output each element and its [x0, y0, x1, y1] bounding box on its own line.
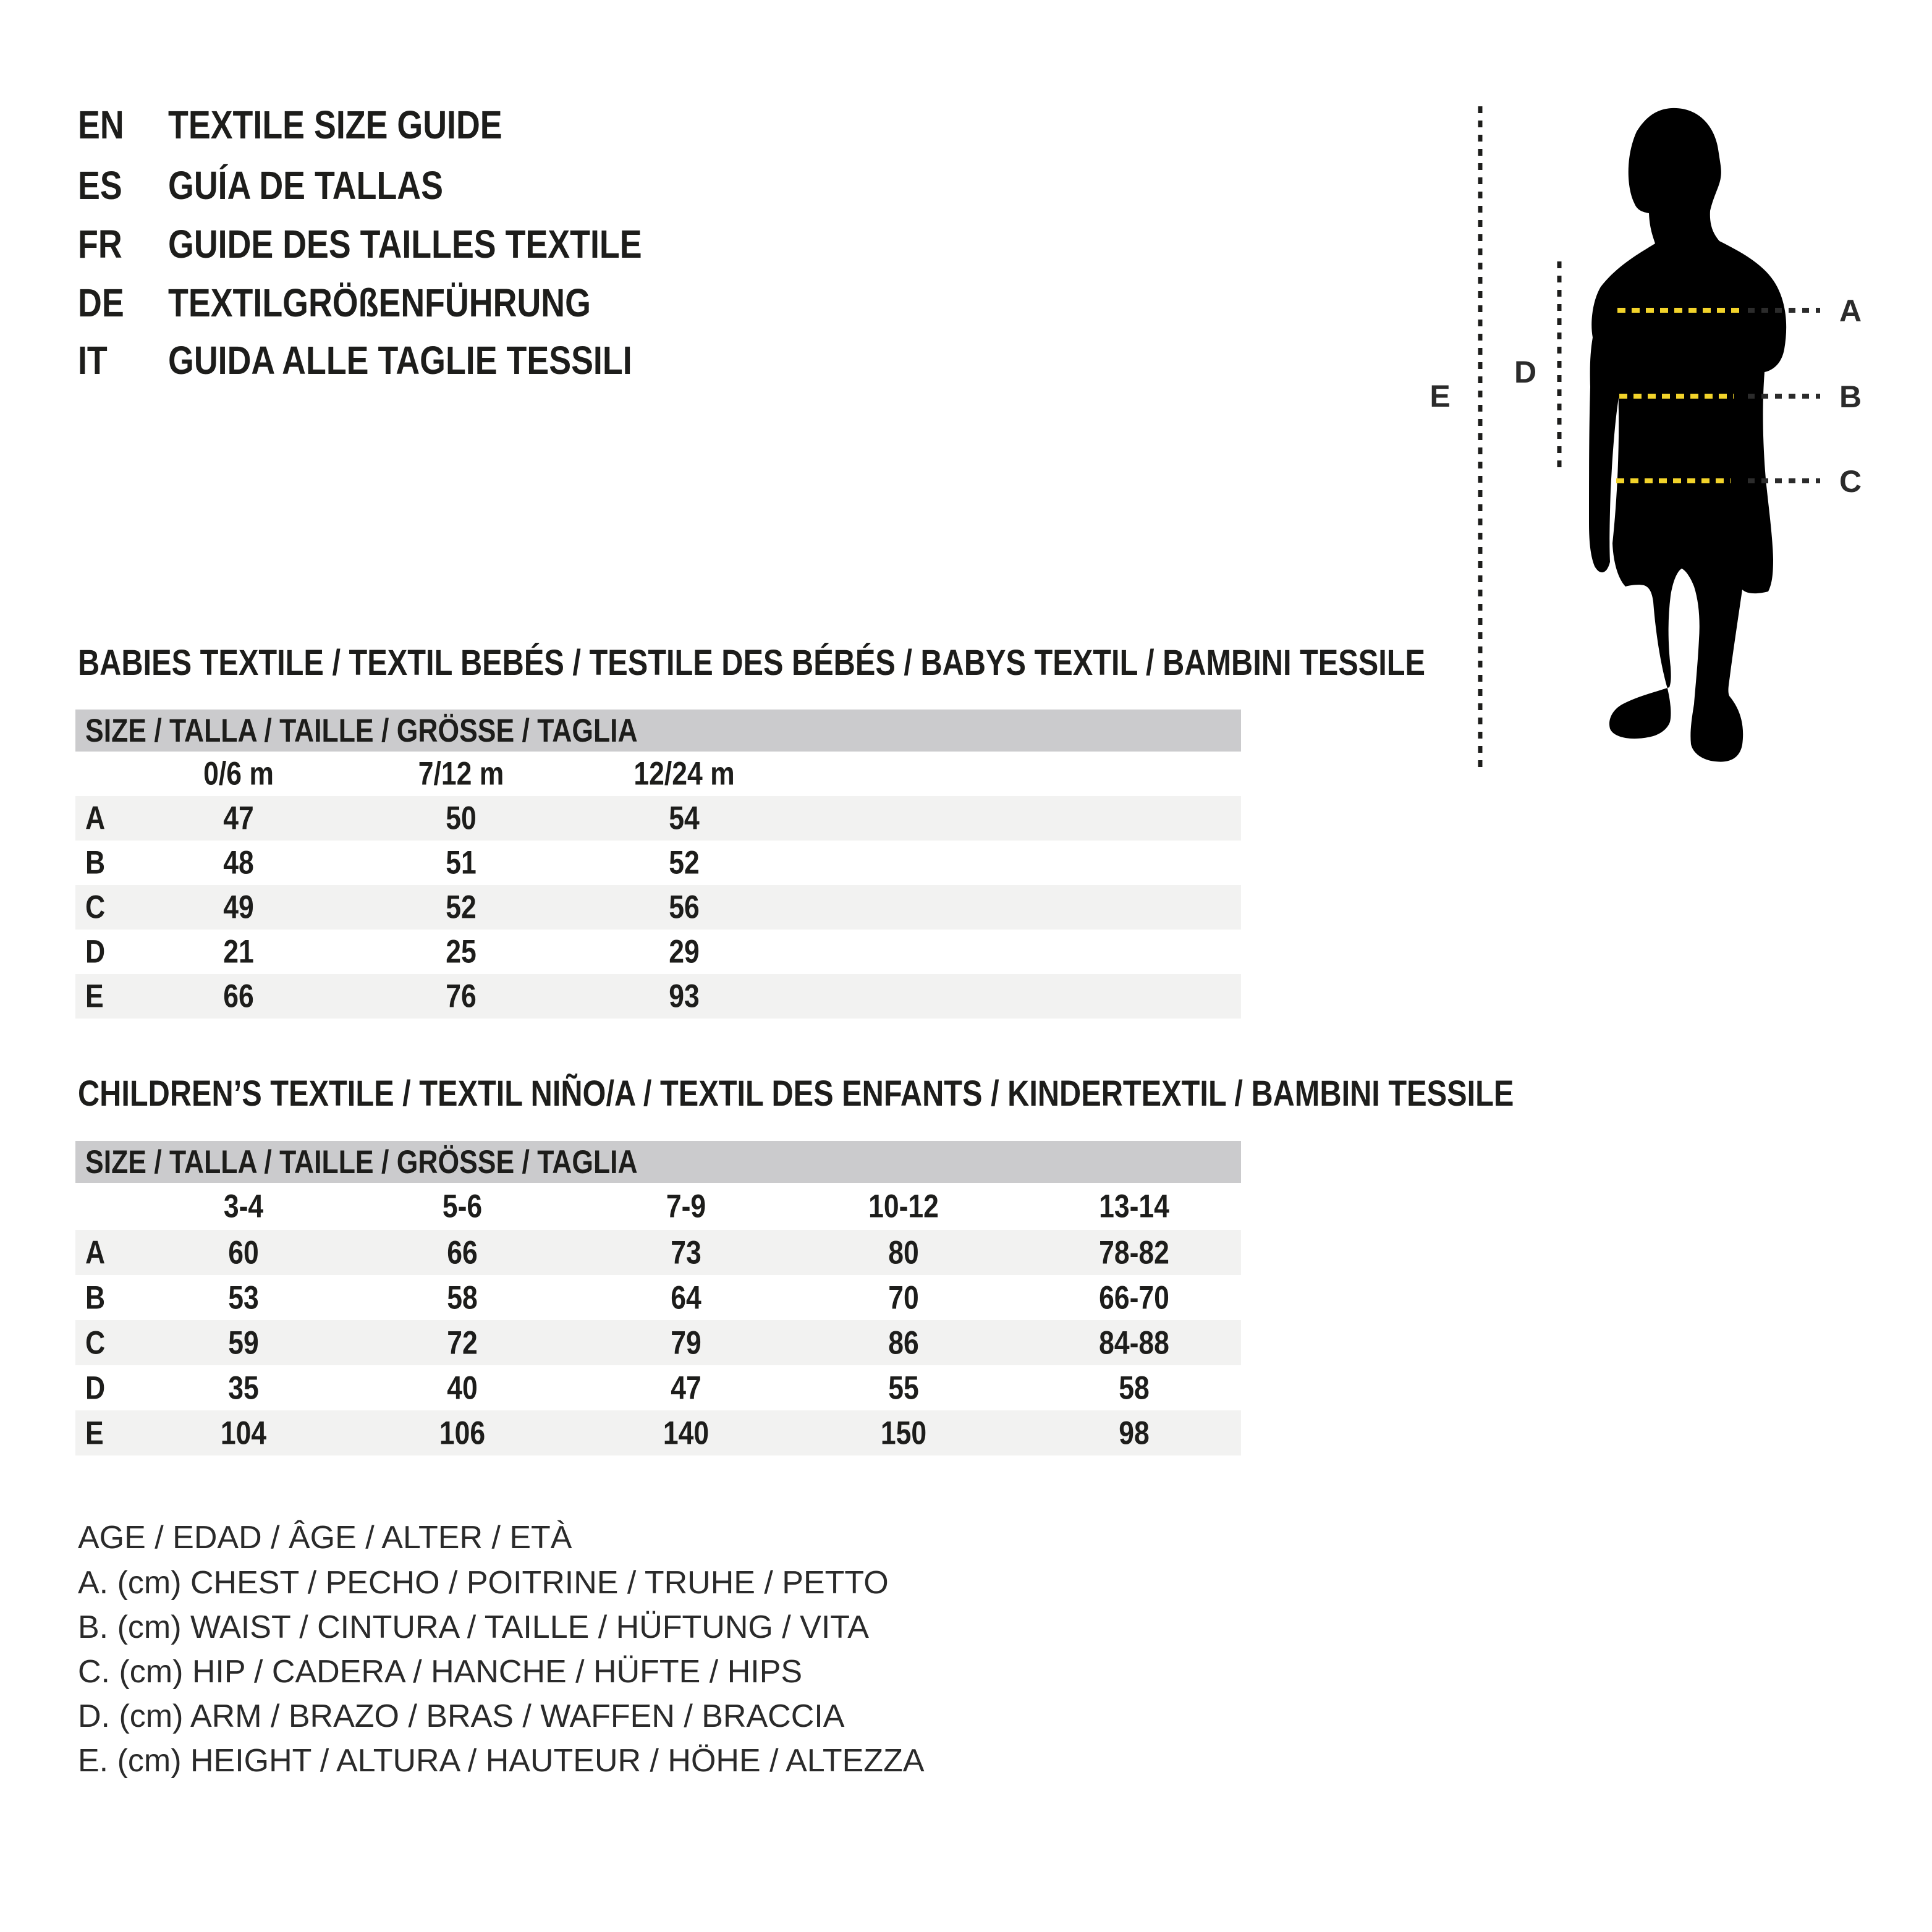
- row-label: B: [85, 844, 106, 881]
- cell: 52: [669, 844, 700, 881]
- table-row: [75, 1275, 1241, 1320]
- lang-code-es: ES: [78, 163, 122, 208]
- babies-section-heading-text: BABIES TEXTILE / TEXTIL BEBÉS / TESTILE DES BÉBÉS / BABYS TEXTIL / BAMBINI TESSILE: [78, 643, 1426, 683]
- lang-code-en: EN: [78, 103, 124, 147]
- row-label: C: [85, 1324, 106, 1361]
- table-row: [75, 974, 1241, 1019]
- cell: 104: [220, 1415, 267, 1451]
- measure-label-d: D: [1514, 355, 1537, 389]
- legend-hip-text: C. (cm) HIP / CADERA / HANCHE / HÜFTE / HIPS: [78, 1654, 803, 1690]
- cell: 59: [228, 1324, 259, 1361]
- children-section-heading-text: CHILDREN’S TEXTILE / TEXTIL NIÑO/A / TEXTIL DES ENFANTS / KINDERTEXTIL / BAMBINI TESSILE: [78, 1074, 1514, 1114]
- children-col-5-6: 5-6: [442, 1188, 483, 1225]
- babies-size-header-text: SIZE / TALLA / TAILLE / GRÖSSE / TAGLIA: [85, 712, 638, 749]
- babies-col-12-24m: 12/24 m: [633, 755, 735, 792]
- cell: 58: [1119, 1370, 1150, 1406]
- lang-title-fr: GUIDE DES TAILLES TEXTILE: [168, 222, 642, 266]
- measure-label-e: E: [1430, 379, 1451, 413]
- table-row: [75, 1410, 1241, 1455]
- cell: 70: [888, 1279, 919, 1316]
- cell: 150: [880, 1415, 927, 1451]
- row-label: A: [85, 1234, 106, 1271]
- cell: 56: [669, 889, 700, 926]
- babies-col-0-6m: 0/6 m: [203, 755, 274, 792]
- cell: 51: [446, 844, 477, 881]
- cell: 72: [447, 1324, 478, 1361]
- cell: 86: [888, 1324, 919, 1361]
- row-label: E: [85, 978, 104, 1015]
- cell: 60: [228, 1234, 259, 1271]
- legend-chest: [78, 1561, 889, 1605]
- babies-section-heading: [78, 643, 1682, 683]
- lang-title-de: TEXTILGRÖßENFÜHRUNG: [168, 281, 591, 325]
- cell: 58: [447, 1279, 478, 1316]
- measure-label-c: C: [1839, 464, 1862, 499]
- cell: 66-70: [1099, 1279, 1169, 1316]
- cell: 54: [669, 800, 700, 837]
- babies-column-header-row: [75, 752, 1241, 796]
- children-size-header-text: SIZE / TALLA / TAILLE / GRÖSSE / TAGLIA: [85, 1143, 638, 1180]
- lang-code-de: DE: [78, 281, 124, 325]
- lang-code-it: IT: [78, 338, 108, 383]
- lang-code-fr: FR: [78, 222, 122, 266]
- measure-label-a: A: [1839, 294, 1862, 328]
- cell: 50: [446, 800, 477, 837]
- legend-age-text: AGE / EDAD / ÂGE / ALTER / ETÀ: [78, 1520, 572, 1556]
- row-label: D: [85, 1370, 106, 1406]
- cell: 52: [446, 889, 477, 926]
- babies-col-7-12m: 7/12 m: [418, 755, 504, 792]
- table-row: [75, 1365, 1241, 1410]
- cell: 98: [1119, 1415, 1150, 1451]
- lang-title-it: GUIDA ALLE TAGLIE TESSILI: [168, 338, 632, 383]
- table-row: [75, 1230, 1241, 1275]
- children-column-header-row: [75, 1183, 1241, 1230]
- row-label: D: [85, 933, 106, 970]
- row-label: C: [85, 889, 106, 926]
- babies-size-header-band: [75, 710, 1241, 752]
- children-col-10-12: 10-12: [868, 1188, 939, 1225]
- table-row: [75, 841, 1241, 885]
- cell: 47: [223, 800, 254, 837]
- legend-height: [78, 1739, 925, 1783]
- cell: 78-82: [1099, 1234, 1169, 1271]
- cell: 47: [671, 1370, 701, 1406]
- cell: 79: [671, 1324, 701, 1361]
- table-row: [75, 1320, 1241, 1365]
- children-col-7-9: 7-9: [666, 1188, 706, 1225]
- table-row: [75, 930, 1241, 974]
- row-label: A: [85, 800, 106, 837]
- legend-waist: [78, 1605, 869, 1650]
- cell: 66: [223, 978, 254, 1015]
- cell: 106: [439, 1415, 486, 1451]
- cell: 53: [228, 1279, 259, 1316]
- legend-waist-text: B. (cm) WAIST / CINTURA / TAILLE / HÜFTUNG / VITA: [78, 1609, 869, 1645]
- babies-size-table: [75, 710, 1241, 1019]
- cell: 55: [888, 1370, 919, 1406]
- cell: 29: [669, 933, 700, 970]
- lang-title-es: GUÍA DE TALLAS: [168, 163, 443, 208]
- cell: 140: [663, 1415, 710, 1451]
- children-size-header-band: [75, 1141, 1241, 1183]
- row-label: E: [85, 1415, 104, 1451]
- legend-arm-text: D. (cm) ARM / BRAZO / BRAS / WAFFEN / BRACCIA: [78, 1698, 845, 1734]
- cell: 25: [446, 933, 477, 970]
- cell: 35: [228, 1370, 259, 1406]
- children-section-heading: [78, 1074, 1787, 1114]
- legend-height-text: E. (cm) HEIGHT / ALTURA / HAUTEUR / HÖHE / ALTEZZA: [78, 1743, 925, 1779]
- children-col-3-4: 3-4: [223, 1188, 264, 1225]
- row-label: B: [85, 1279, 106, 1316]
- cell: 84-88: [1099, 1324, 1169, 1361]
- legend-hip: [78, 1650, 802, 1694]
- legend-arm: [78, 1694, 844, 1739]
- cell: 64: [671, 1279, 701, 1316]
- cell: 93: [669, 978, 700, 1015]
- cell: 48: [223, 844, 254, 881]
- lang-title-en: TEXTILE SIZE GUIDE: [168, 103, 502, 147]
- legend-chest-text: A. (cm) CHEST / PECHO / POITRINE / TRUHE / PETTO: [78, 1565, 889, 1601]
- table-row: [75, 796, 1241, 841]
- table-row: [75, 885, 1241, 930]
- cell: 40: [447, 1370, 478, 1406]
- cell: 66: [447, 1234, 478, 1271]
- cell: 21: [223, 933, 254, 970]
- children-col-13-14: 13-14: [1099, 1188, 1169, 1225]
- legend-age: [78, 1515, 572, 1560]
- cell: 80: [888, 1234, 919, 1271]
- children-size-table: [75, 1141, 1241, 1455]
- cell: 76: [446, 978, 477, 1015]
- measure-label-b: B: [1839, 379, 1862, 414]
- cell: 49: [223, 889, 254, 926]
- cell: 73: [671, 1234, 701, 1271]
